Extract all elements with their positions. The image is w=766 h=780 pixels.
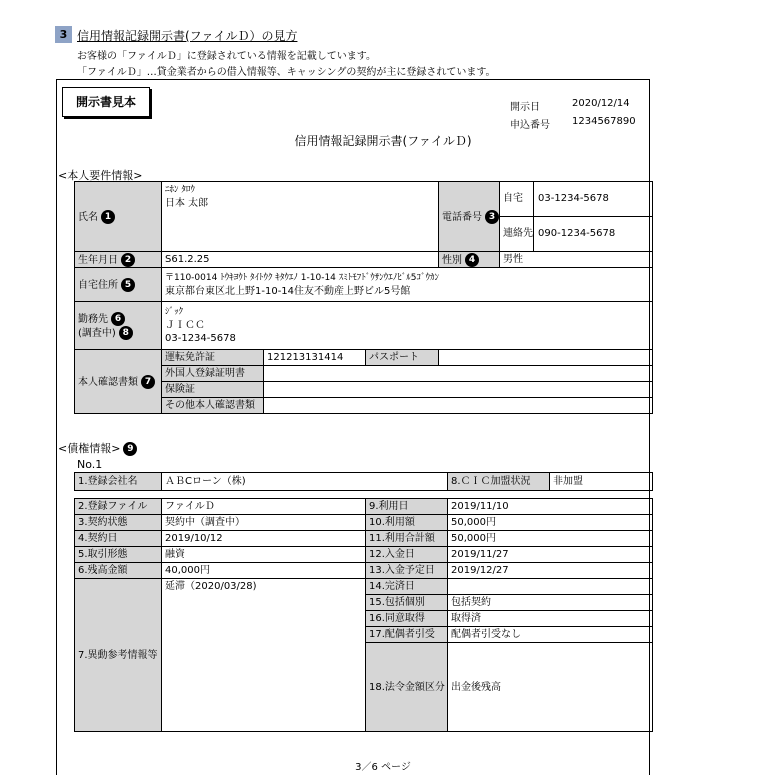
disclosure-date: 2020/12/14 — [572, 98, 630, 109]
identity-section-title: <本人要件情報> — [58, 169, 143, 182]
name-kana: ﾆﾎﾝ ﾀﾛｳ — [165, 185, 195, 195]
consent-value: 取得済 — [448, 611, 653, 627]
credit-row-label: 10.利用額 — [366, 515, 448, 531]
insurance-label: 保険証 — [162, 382, 264, 398]
credit-row-value: 契約中（調査中） — [162, 515, 366, 531]
badge-6-icon: 6 — [111, 312, 125, 326]
work-name: ＪＩＣＣ — [165, 320, 205, 331]
spouse-label: 17.配偶者引受 — [366, 627, 448, 643]
credit-row-label: 4.契約日 — [75, 531, 162, 547]
legal-amount-value: 出金後残高 — [448, 643, 653, 732]
badge-1-icon: 1 — [101, 210, 115, 224]
name-cell — [162, 182, 439, 252]
credit-row-value: 50,000円 — [448, 515, 653, 531]
credit-row-label: 11.利用合計額 — [366, 531, 448, 547]
gender-label-cell: 性別 4 — [439, 252, 500, 268]
cic-label: 8.ＣＩＣ加盟状況 — [448, 473, 550, 491]
foreign-reg-value — [264, 366, 653, 382]
cic-value: 非加盟 — [550, 473, 653, 491]
address-kana: 〒110-0014 ﾄｳｷﾖｳﾄ ﾀｲﾄｳｸ ｷﾀｳｴﾉ 1-10-14 ｽﾐﾄﾓﾌﾄﾞｳｻﾝｳｴﾉﾋﾞﾙ5ｺﾞｳｶﾝ — [165, 272, 439, 283]
home-phone-cell — [500, 182, 653, 217]
contact-phone: 090-1234-5678 — [538, 228, 616, 239]
credit-number: No.1 — [77, 458, 103, 471]
other-id-value — [264, 398, 653, 414]
other-id-label: その他本人確認書類 — [162, 398, 264, 414]
section-number: 3 — [55, 26, 72, 43]
contract-type-label: 15.包括個別 — [366, 595, 448, 611]
address-value: 東京都台東区北上野1-10-14住友不動産上野ビル5号館 — [165, 285, 411, 297]
passport-label: パスポート — [366, 350, 439, 366]
legal-amount-label: 18.法令金額区分 — [366, 643, 448, 732]
consent-label: 16.同意取得 — [366, 611, 448, 627]
contact-label: 連絡先 — [500, 217, 534, 251]
insurance-value — [264, 382, 653, 398]
badge-9-icon: 9 — [123, 442, 137, 456]
intro-line-1: お客様の「ファイルＤ」に登録されている情報を記載しています。 — [77, 51, 376, 62]
name-label-cell: 氏名 1 — [75, 182, 162, 252]
phone-label-cell: 電話番号 3 — [439, 182, 500, 252]
sample-stamp: 開示書見本 — [62, 87, 150, 117]
section-title: 信用情報記録開示書(ファイルＤ）の見方 — [77, 29, 298, 43]
credit-row-label: 9.利用日 — [366, 499, 448, 515]
name-value: 日本 太郎 — [165, 198, 209, 209]
credit-row-value: 2019/12/27 — [448, 563, 653, 579]
company-label: 1.登録会社名 — [75, 473, 162, 491]
license-label: 運転免許証 — [162, 350, 264, 366]
credit-row-label: 6.残高金額 — [75, 563, 162, 579]
credit-row-label: 5.取引形態 — [75, 547, 162, 563]
document-title: 信用情報記録開示書(ファイルＤ) — [294, 134, 472, 148]
passport-value — [439, 350, 653, 366]
credit-row-value: 融資 — [162, 547, 366, 563]
intro-line-2: 「ファイルＤ」…貸金業者からの借入情報等、キャッシングの契約が主に登録されています。 — [77, 67, 496, 78]
birth-value: S61.2.25 — [162, 252, 439, 268]
badge-8-icon: 8 — [119, 326, 133, 340]
gender-value: 男性 — [500, 252, 653, 268]
home-phone: 03-1234-5678 — [538, 193, 609, 204]
credit-row-label: 3.契約状態 — [75, 515, 162, 531]
identity-table — [74, 181, 653, 414]
paid-off-label: 14.完済日 — [366, 579, 448, 595]
credit-row-value: 50,000円 — [448, 531, 653, 547]
credit-detail-table — [74, 498, 653, 732]
credit-row-label: 13.入金予定日 — [366, 563, 448, 579]
license-no: 121213131414 — [264, 350, 366, 366]
remarks-value: 延滞（2020/03/28) — [162, 579, 366, 732]
work-kana: ｼﾞｯｸ — [165, 307, 184, 317]
page-number: 3／6 ページ — [355, 762, 411, 773]
credit-row-label: 12.入金日 — [366, 547, 448, 563]
work-label-cell: 勤務先 6 (調査中) 8 — [75, 302, 162, 350]
foreign-reg-label: 外国人登録証明書 — [162, 366, 264, 382]
work-phone: 03-1234-5678 — [165, 333, 236, 344]
company-value: ＡＢCローン（株) — [162, 473, 448, 491]
credit-section-title: <債権情報> 9 — [58, 440, 137, 456]
credit-company-table — [74, 472, 653, 491]
badge-4-icon: 4 — [465, 253, 479, 267]
id-docs-label-cell: 本人確認書類 7 — [75, 350, 162, 414]
credit-row-label: 2.登録ファイル — [75, 499, 162, 515]
credit-row-value: ファイルＤ — [162, 499, 366, 515]
credit-row-value: 2019/11/27 — [448, 547, 653, 563]
work-cell — [162, 302, 653, 350]
credit-row-value: 2019/10/12 — [162, 531, 366, 547]
remarks-label: 7.異動参考情報等 — [75, 579, 162, 732]
address-label-cell: 自宅住所 5 — [75, 268, 162, 302]
application-no-label: 申込番号 — [510, 120, 550, 131]
badge-5-icon: 5 — [121, 278, 135, 292]
credit-row-value: 2019/11/10 — [448, 499, 653, 515]
disclosure-date-label: 開示日 — [510, 102, 540, 113]
contact-phone-cell — [500, 217, 653, 252]
badge-7-icon: 7 — [141, 375, 155, 389]
contract-type-value: 包括契約 — [448, 595, 653, 611]
spouse-value: 配偶者引受なし — [448, 627, 653, 643]
badge-2-icon: 2 — [121, 253, 135, 267]
home-label: 自宅 — [500, 182, 534, 216]
birth-label-cell: 生年月日 2 — [75, 252, 162, 268]
badge-3-icon: 3 — [485, 210, 499, 224]
paid-off-value — [448, 579, 653, 595]
application-no: 1234567890 — [572, 116, 636, 127]
address-cell — [162, 268, 653, 302]
credit-row-value: 40,000円 — [162, 563, 366, 579]
